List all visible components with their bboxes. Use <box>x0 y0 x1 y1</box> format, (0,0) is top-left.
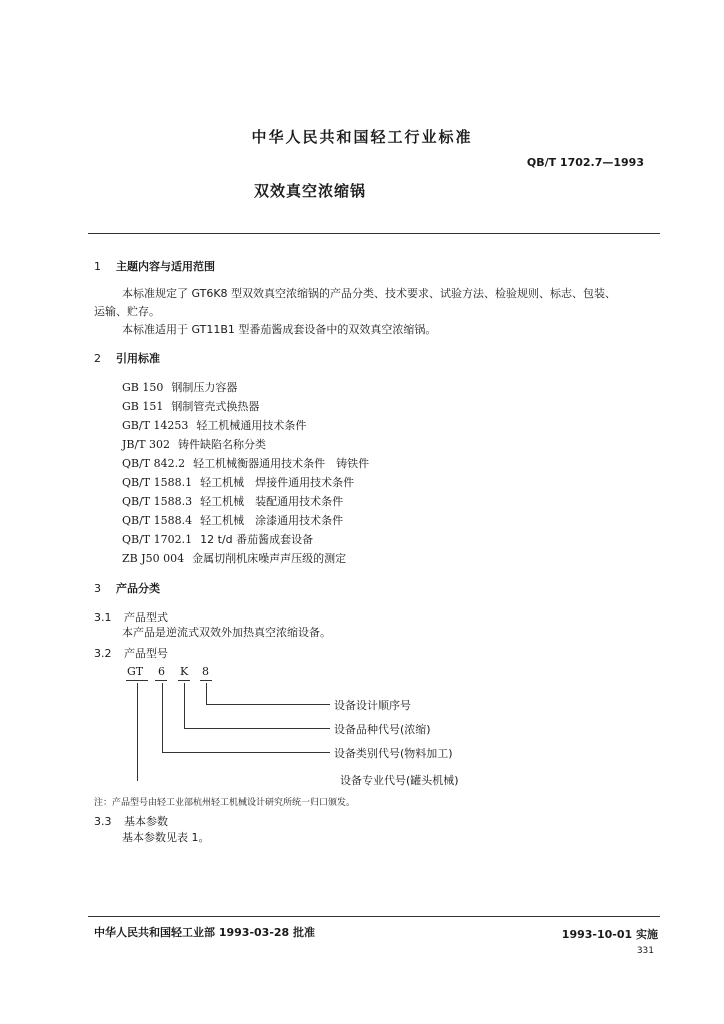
label-specialty-code: 设备专业代号(罐头机械) <box>340 774 459 787</box>
section-2-heading <box>94 350 160 366</box>
document-title: 双效真空浓缩锅 <box>253 182 366 200</box>
section-title: 引用标准 <box>116 352 160 365</box>
reference-name: 轻工机械 涂漆通用技术条件 <box>200 514 344 527</box>
leader-gt <box>137 683 138 781</box>
section-title: 产品分类 <box>116 582 160 595</box>
subsection-number: 3.3 <box>94 815 112 828</box>
reference-item <box>122 550 346 566</box>
leader-h-6 <box>162 752 330 753</box>
reference-code: ZB J50 004 <box>122 552 185 565</box>
subsection-title: 产品型号 <box>124 647 168 660</box>
reference-item <box>122 417 306 433</box>
subsection-3-1-heading <box>94 609 168 625</box>
model-letter-6: 6 <box>158 665 165 678</box>
section-number: 2 <box>94 352 101 365</box>
reference-item <box>122 474 354 490</box>
reference-item <box>122 398 259 414</box>
underline-gt <box>126 680 148 681</box>
reference-code: GB 150 <box>122 381 164 394</box>
subsection-title: 产品型式 <box>124 611 168 624</box>
model-letter-8: 8 <box>202 665 209 678</box>
subsection-number: 3.2 <box>94 647 112 660</box>
section-3-heading <box>94 580 160 596</box>
subsection-title: 基本参数 <box>124 815 168 828</box>
reference-name: 钢制压力容器 <box>171 381 238 394</box>
header-divider <box>88 233 660 234</box>
section-title: 主题内容与适用范围 <box>116 260 215 273</box>
reference-name: 钢制管壳式换热器 <box>171 400 260 413</box>
model-note: 注：产品型号由轻工业部杭州轻工机械设计研究所统一归口颁发。 <box>94 798 356 808</box>
reference-code: QB/T 1588.3 <box>122 495 193 508</box>
subsection-number: 3.1 <box>94 611 112 624</box>
label-category-code: 设备类别代号(物料加工) <box>334 747 453 760</box>
reference-name: 轻工机械通用技术条件 <box>196 419 307 432</box>
reference-name: 轻工机械衡器通用技术条件 铸铁件 <box>193 457 370 470</box>
reference-name: 轻工机械 装配通用技术条件 <box>200 495 344 508</box>
leader-8 <box>206 683 207 705</box>
section-number: 1 <box>94 260 101 273</box>
reference-name: 轻工机械 焊接件通用技术条件 <box>200 476 355 489</box>
reference-item <box>122 531 313 547</box>
reference-item <box>122 436 266 452</box>
reference-name: 金属切削机床噪声声压级的测定 <box>192 552 347 565</box>
reference-code: QB/T 1702.1 <box>122 533 193 546</box>
section-1-heading <box>94 258 215 274</box>
label-variety-code: 设备品种代号(浓缩) <box>334 723 431 736</box>
section-1-para-1-line-2: 运输、贮存。 <box>94 305 160 318</box>
subsection-3-2-heading <box>94 645 168 661</box>
reference-name: 12 t/d 番茄酱成套设备 <box>200 533 314 546</box>
approval-line: 中华人民共和国轻工业部 1993-03-28 批准 <box>94 926 316 939</box>
underline-8 <box>200 680 212 681</box>
reference-item <box>122 512 343 528</box>
reference-code: QB/T 842.2 <box>122 457 186 470</box>
leader-k <box>184 683 185 729</box>
implementation-date: 1993-10-01 实施 <box>561 928 658 941</box>
reference-code: QB/T 1588.1 <box>122 476 193 489</box>
section-number: 3 <box>94 582 101 595</box>
label-design-sequence: 设备设计顺序号 <box>334 699 411 712</box>
underline-k <box>178 680 190 681</box>
subsection-3-3-text: 基本参数见表 1。 <box>122 831 210 844</box>
subsection-3-1-text: 本产品是逆流式双效外加热真空浓缩设备。 <box>122 626 331 639</box>
reference-code: JB/T 302 <box>122 438 171 451</box>
leader-6 <box>162 683 163 753</box>
section-1-para-1-line-1: 本标准规定了 GT6K8 型双效真空浓缩锅的产品分类、技术要求、试验方法、检验规则、标志、包装、 <box>122 287 617 300</box>
leader-h-k <box>184 728 330 729</box>
standard-title: 中华人民共和国轻工行业标准 <box>251 128 473 146</box>
page-number: 331 <box>636 946 654 956</box>
reference-code: GB 151 <box>122 400 164 413</box>
model-letter-k: K <box>180 665 189 678</box>
model-letter-gt: GT <box>127 665 144 678</box>
reference-item <box>122 493 343 509</box>
underline-6 <box>155 680 167 681</box>
standard-number: QB/T 1702.7—1993 <box>526 156 644 169</box>
reference-item <box>122 455 369 471</box>
footer-divider <box>88 916 660 917</box>
leader-h-8 <box>206 704 330 705</box>
reference-item <box>122 379 237 395</box>
reference-code: QB/T 1588.4 <box>122 514 193 527</box>
reference-name: 铸件缺陷名称分类 <box>178 438 267 451</box>
reference-code: GB/T 14253 <box>122 419 189 432</box>
section-1-para-2: 本标准适用于 GT11B1 型番茄酱成套设备中的双效真空浓缩锅。 <box>122 323 437 336</box>
subsection-3-3-heading <box>94 813 168 829</box>
